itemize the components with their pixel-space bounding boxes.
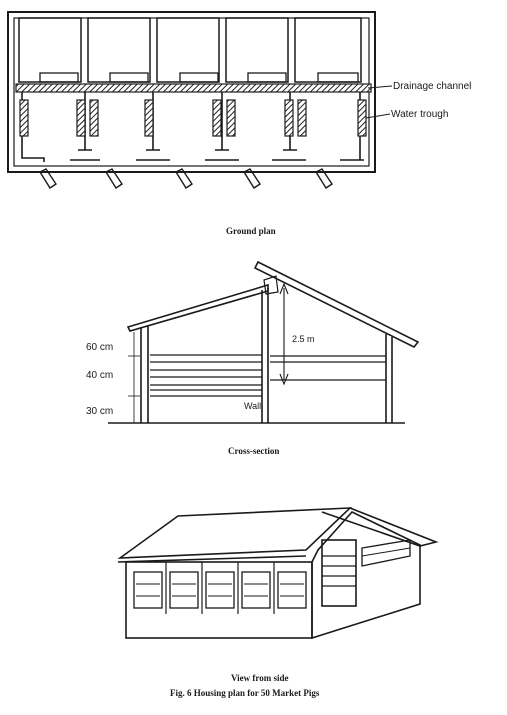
gable-wall: [312, 512, 420, 638]
water-trough: [213, 100, 221, 136]
gable-opening: [322, 540, 356, 606]
rails-left: [150, 355, 262, 396]
platform: [40, 73, 78, 82]
bay: [278, 572, 306, 608]
ground-plan: [8, 12, 392, 188]
platform: [248, 73, 286, 82]
drainage-channel-label: Drainage channel: [393, 81, 472, 92]
water-trough-label: Water trough: [391, 109, 449, 120]
bay: [242, 572, 270, 608]
side-window: [362, 540, 410, 566]
platform: [110, 73, 148, 82]
dimension-40cm: 40 cm: [86, 370, 114, 381]
figure-caption: Fig. 6 Housing plan for 50 Market Pigs: [170, 688, 320, 698]
wall-label: Wall: [244, 401, 262, 411]
water-troughs: [20, 100, 366, 136]
front-posts: [166, 562, 274, 614]
water-trough: [358, 100, 366, 136]
platform: [318, 73, 358, 82]
ground-plan-caption: Ground plan: [226, 226, 276, 236]
side-view: [118, 508, 436, 638]
dimension-60cm: 60 cm: [86, 342, 114, 353]
front-wall: [126, 562, 312, 638]
water-trough: [90, 100, 98, 136]
platform: [180, 73, 218, 82]
water-trough: [77, 100, 85, 136]
cross-section: [108, 262, 418, 423]
water-trough: [20, 100, 28, 136]
bay-rails: [136, 584, 304, 596]
cross-section-caption: Cross-section: [228, 446, 280, 456]
water-trough: [145, 100, 153, 136]
front-bays: [134, 572, 306, 608]
pen-dividers: [22, 92, 364, 162]
bay: [206, 572, 234, 608]
water-trough: [285, 100, 293, 136]
front-roof: [120, 508, 350, 558]
dimension-2-5m: 2.5 m: [292, 334, 315, 344]
water-trough: [227, 100, 235, 136]
side-view-caption: View from side: [231, 673, 289, 683]
dimension-30cm: 30 cm: [86, 406, 114, 417]
bay: [170, 572, 198, 608]
bay: [134, 572, 162, 608]
left-roof: [128, 285, 268, 331]
gable-bars: [322, 556, 356, 586]
drainage-channel: [16, 84, 371, 92]
water-trough: [298, 100, 306, 136]
right-roof: [255, 262, 418, 347]
